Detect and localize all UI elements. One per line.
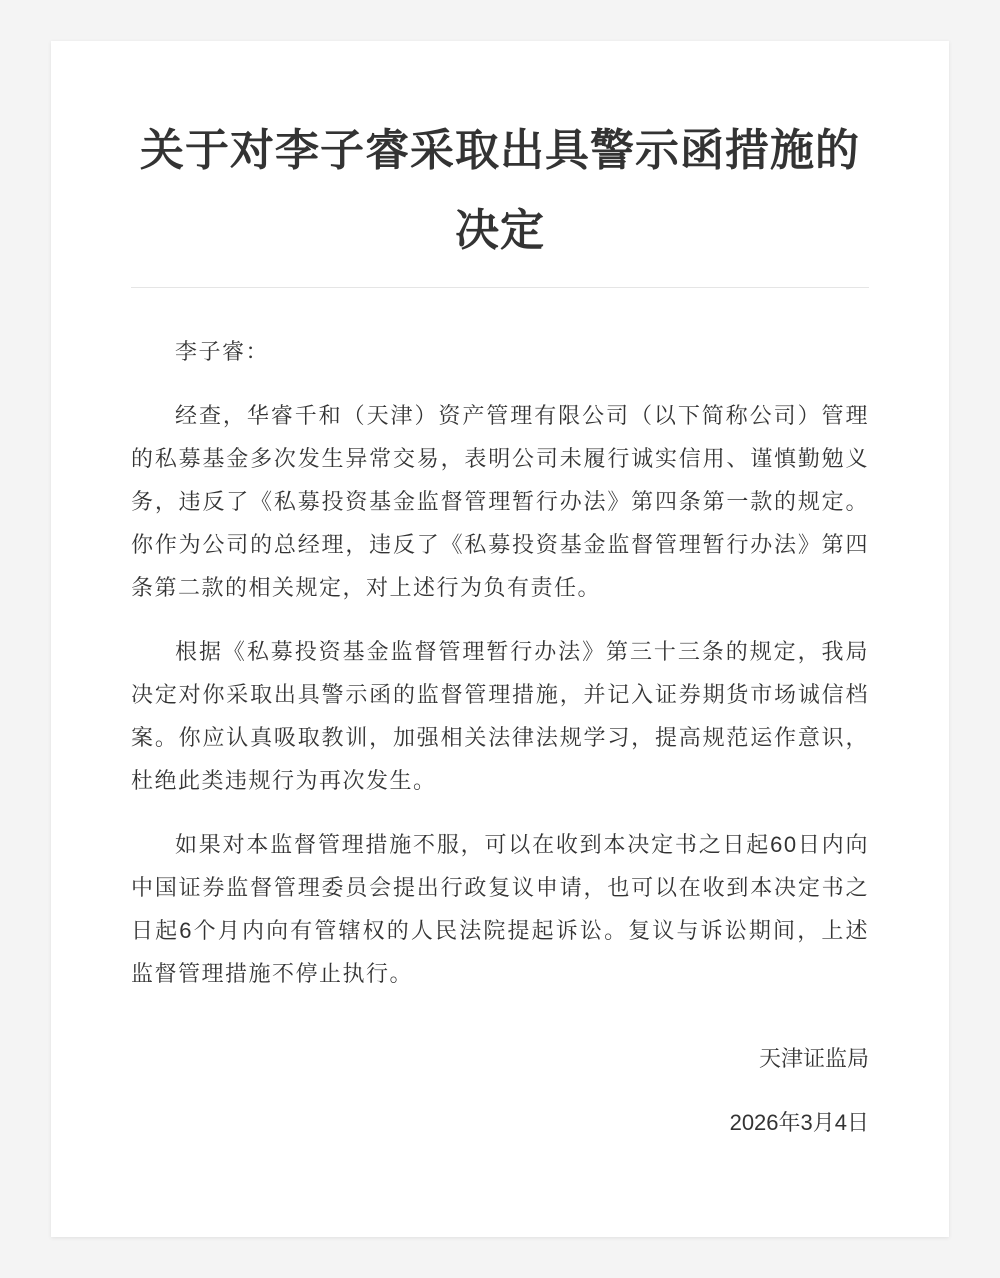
issue-date: 2026年3月4日 [729,1110,869,1135]
paragraph-appeal: 如果对本监督管理措施不服，可以在收到本决定书之日起60日内向中国证券监督管理委员会提出行政复议申请，也可以在收到本决定书之日起6个月内向有管辖权的人民法院提起诉讼。复议与诉讼期间，上述监督管理措施不停止执行。 [131,832,869,986]
salutation: 李子睿： [175,339,270,364]
document-title: 关于对李子睿采取出具警示函措施的决定 [131,111,869,288]
paragraph-decision: 根据《私募投资基金监督管理暂行办法》第三十三条的规定，我局决定对你采取出具警示函的监督管理措施，并记入证券期货市场诚信档案。你应认真吸取教训，加强相关法律法规学习，提高规范运作意识，杜绝此类违规行为再次发生。 [131,639,869,793]
document-body [131,330,869,995]
paragraph-findings: 经查，华睿千和（天津）资产管理有限公司（以下简称公司）管理的私募基金多次发生异常交易，表明公司未履行诚实信用、谨慎勤勉义务，违反了《私募投资基金监督管理暂行办法》第四条第一款的规定。你作为公司的总经理，违反了《私募投资基金监督管理暂行办法》第四条第二款的相关规定，对上述行为负有责任。 [131,403,869,600]
document-card [51,41,949,1237]
issuer-signature: 天津证监局 [758,1046,869,1071]
